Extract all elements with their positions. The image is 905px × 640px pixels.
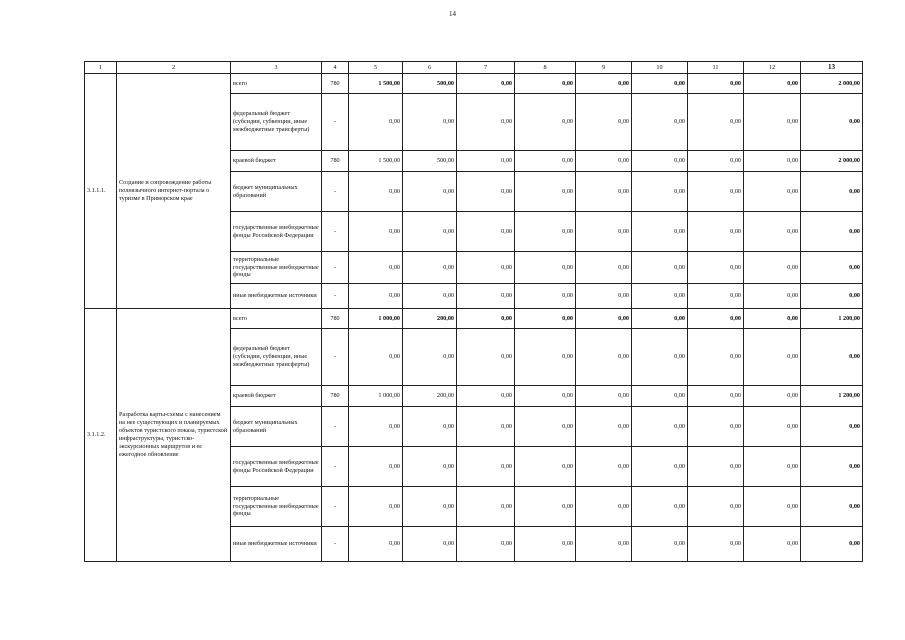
column-header-6: 6: [403, 62, 457, 74]
amount-cell: 0,00: [403, 212, 457, 252]
amount-cell: 0,00: [457, 487, 515, 527]
funding-source: всего: [231, 74, 322, 94]
budget-code-cell: 780: [322, 151, 349, 172]
amount-cell: 2 000,00: [801, 74, 863, 94]
budget-code-cell: -: [322, 284, 349, 309]
funding-source: краевой бюджет: [231, 151, 322, 172]
amount-cell: 0,00: [632, 447, 688, 487]
column-header-5: 5: [349, 62, 403, 74]
amount-cell: 0,00: [744, 151, 801, 172]
amount-cell: 0,00: [515, 284, 576, 309]
amount-cell: 0,00: [632, 172, 688, 212]
amount-cell: 0,00: [349, 252, 403, 284]
amount-cell: 0,00: [688, 212, 744, 252]
funding-source: государственные внебюджетные фонды Российской Федерации: [231, 212, 322, 252]
amount-cell: 0,00: [457, 172, 515, 212]
amount-cell: 200,00: [403, 386, 457, 407]
amount-cell: 0,00: [688, 252, 744, 284]
amount-cell: 0,00: [457, 407, 515, 447]
activity-code: 3.1.1.2.: [85, 309, 117, 562]
amount-cell: 0,00: [576, 527, 632, 562]
amount-cell: 0,00: [576, 151, 632, 172]
amount-cell: 0,00: [457, 386, 515, 407]
amount-cell: 0,00: [515, 329, 576, 386]
amount-cell: 0,00: [688, 527, 744, 562]
amount-cell: 0,00: [403, 407, 457, 447]
amount-cell: 200,00: [403, 309, 457, 329]
column-header-12: 12: [744, 62, 801, 74]
amount-cell: 0,00: [688, 172, 744, 212]
budget-table: [84, 61, 863, 562]
amount-cell: 0,00: [744, 447, 801, 487]
funding-source: территориальные государственные внебюджетные фонды: [231, 252, 322, 284]
amount-cell: 0,00: [403, 252, 457, 284]
budget-code-cell: -: [322, 252, 349, 284]
budget-code-cell: -: [322, 212, 349, 252]
activity-code: 3.1.1.1.: [85, 74, 117, 309]
amount-cell: 0,00: [457, 212, 515, 252]
amount-cell: 0,00: [576, 386, 632, 407]
column-header-11: 11: [688, 62, 744, 74]
amount-cell: 0,00: [744, 309, 801, 329]
funding-source: иные внебюджетные источники: [231, 527, 322, 562]
funding-source: федеральный бюджет (субсидии, субвенции, иные межбюджетные трансферты): [231, 94, 322, 151]
amount-cell: 0,00: [403, 487, 457, 527]
amount-cell: 1 200,00: [801, 386, 863, 407]
column-header-7: 7: [457, 62, 515, 74]
amount-cell: 0,00: [457, 151, 515, 172]
amount-cell: 0,00: [688, 94, 744, 151]
amount-cell: 0,00: [403, 284, 457, 309]
amount-cell: 0,00: [688, 284, 744, 309]
amount-cell: 0,00: [576, 487, 632, 527]
amount-cell: 0,00: [688, 329, 744, 386]
amount-cell: 0,00: [349, 487, 403, 527]
table-row: [85, 309, 863, 329]
amount-cell: 0,00: [349, 329, 403, 386]
amount-cell: 0,00: [801, 407, 863, 447]
amount-cell: 0,00: [688, 447, 744, 487]
amount-cell: 0,00: [515, 527, 576, 562]
funding-source: бюджет муниципальных образований: [231, 407, 322, 447]
amount-cell: 0,00: [744, 527, 801, 562]
amount-cell: 0,00: [515, 252, 576, 284]
amount-cell: 0,00: [576, 407, 632, 447]
column-header-2: 2: [117, 62, 231, 74]
amount-cell: 0,00: [349, 172, 403, 212]
funding-source: иные внебюджетные источники: [231, 284, 322, 309]
amount-cell: 0,00: [632, 252, 688, 284]
amount-cell: 0,00: [515, 487, 576, 527]
amount-cell: 0,00: [632, 94, 688, 151]
amount-cell: 0,00: [403, 172, 457, 212]
amount-cell: 0,00: [744, 487, 801, 527]
amount-cell: 0,00: [688, 386, 744, 407]
budget-code-cell: -: [322, 527, 349, 562]
amount-cell: 0,00: [403, 447, 457, 487]
amount-cell: 0,00: [576, 447, 632, 487]
amount-cell: 0,00: [403, 329, 457, 386]
amount-cell: 0,00: [744, 94, 801, 151]
amount-cell: 0,00: [457, 329, 515, 386]
amount-cell: 0,00: [632, 527, 688, 562]
budget-code-cell: -: [322, 329, 349, 386]
amount-cell: 0,00: [632, 309, 688, 329]
amount-cell: 1 000,00: [349, 309, 403, 329]
amount-cell: 500,00: [403, 74, 457, 94]
amount-cell: 0,00: [515, 94, 576, 151]
activity-name: Разработка карты-схемы с нанесением на нее существующих и планируемых объектов туристского показа, туристской инфраструктуры, туристско-экскурсионных маршрутов и ее ежегодное обновление: [117, 309, 231, 562]
column-header-4: 4: [322, 62, 349, 74]
amount-cell: 0,00: [457, 74, 515, 94]
funding-source: федеральный бюджет (субсидии, субвенции, иные межбюджетные трансферты): [231, 329, 322, 386]
amount-cell: 0,00: [576, 284, 632, 309]
amount-cell: 1 500,00: [349, 151, 403, 172]
amount-cell: 0,00: [688, 151, 744, 172]
amount-cell: 0,00: [349, 447, 403, 487]
amount-cell: 0,00: [801, 487, 863, 527]
funding-source: государственные внебюджетные фонды Российской Федерации: [231, 447, 322, 487]
amount-cell: 0,00: [632, 74, 688, 94]
amount-cell: 0,00: [403, 527, 457, 562]
amount-cell: 500,00: [403, 151, 457, 172]
amount-cell: 0,00: [576, 212, 632, 252]
amount-cell: 0,00: [744, 252, 801, 284]
amount-cell: 0,00: [632, 407, 688, 447]
amount-cell: 1 200,00: [801, 309, 863, 329]
amount-cell: 0,00: [349, 212, 403, 252]
amount-cell: 1 000,00: [349, 386, 403, 407]
column-header-8: 8: [515, 62, 576, 74]
amount-cell: 0,00: [349, 407, 403, 447]
amount-cell: 0,00: [457, 284, 515, 309]
budget-code-cell: 780: [322, 386, 349, 407]
amount-cell: 0,00: [688, 407, 744, 447]
amount-cell: 0,00: [403, 94, 457, 151]
amount-cell: 0,00: [632, 284, 688, 309]
amount-cell: 0,00: [349, 527, 403, 562]
amount-cell: 0,00: [744, 284, 801, 309]
amount-cell: 0,00: [515, 212, 576, 252]
activity-name: Создание и сопровождение работы полнязычного интернет-портала о туризме в Приморском крае: [117, 74, 231, 309]
amount-cell: 0,00: [801, 94, 863, 151]
column-header-1: 1: [85, 62, 117, 74]
page-number: 14: [449, 10, 456, 18]
amount-cell: 0,00: [744, 212, 801, 252]
amount-cell: 0,00: [576, 94, 632, 151]
amount-cell: 0,00: [515, 386, 576, 407]
table-row: [85, 74, 863, 94]
funding-source: краевой бюджет: [231, 386, 322, 407]
amount-cell: 0,00: [688, 74, 744, 94]
amount-cell: 0,00: [744, 407, 801, 447]
budget-code-cell: -: [322, 94, 349, 151]
amount-cell: 0,00: [801, 447, 863, 487]
amount-cell: 0,00: [632, 386, 688, 407]
amount-cell: 0,00: [801, 172, 863, 212]
amount-cell: 0,00: [349, 284, 403, 309]
amount-cell: 1 500,00: [349, 74, 403, 94]
amount-cell: 0,00: [801, 527, 863, 562]
amount-cell: 0,00: [515, 407, 576, 447]
amount-cell: 0,00: [349, 94, 403, 151]
funding-source: всего: [231, 309, 322, 329]
column-number-row: [85, 62, 863, 74]
budget-code-cell: 780: [322, 74, 349, 94]
column-header-13: 13: [801, 62, 863, 74]
amount-cell: 0,00: [632, 487, 688, 527]
amount-cell: 0,00: [515, 309, 576, 329]
amount-cell: 0,00: [515, 447, 576, 487]
amount-cell: 0,00: [515, 172, 576, 212]
amount-cell: 0,00: [688, 309, 744, 329]
amount-cell: 0,00: [576, 172, 632, 212]
column-header-10: 10: [632, 62, 688, 74]
amount-cell: 0,00: [801, 329, 863, 386]
amount-cell: 0,00: [515, 74, 576, 94]
amount-cell: 0,00: [632, 329, 688, 386]
amount-cell: 0,00: [632, 151, 688, 172]
amount-cell: 0,00: [801, 252, 863, 284]
budget-code-cell: -: [322, 407, 349, 447]
amount-cell: 0,00: [744, 74, 801, 94]
amount-cell: 2 000,00: [801, 151, 863, 172]
amount-cell: 0,00: [801, 284, 863, 309]
amount-cell: 0,00: [457, 252, 515, 284]
budget-code-cell: 780: [322, 309, 349, 329]
amount-cell: 0,00: [744, 386, 801, 407]
amount-cell: 0,00: [576, 74, 632, 94]
amount-cell: 0,00: [457, 527, 515, 562]
column-header-3: 3: [231, 62, 322, 74]
amount-cell: 0,00: [457, 447, 515, 487]
funding-source: территориальные государственные внебюджетные фонды: [231, 487, 322, 527]
amount-cell: 0,00: [801, 212, 863, 252]
column-header-9: 9: [576, 62, 632, 74]
amount-cell: 0,00: [515, 151, 576, 172]
amount-cell: 0,00: [576, 252, 632, 284]
amount-cell: 0,00: [744, 329, 801, 386]
amount-cell: 0,00: [576, 309, 632, 329]
funding-source: бюджет муниципальных образований: [231, 172, 322, 212]
amount-cell: 0,00: [632, 212, 688, 252]
budget-code-cell: -: [322, 487, 349, 527]
budget-code-cell: -: [322, 172, 349, 212]
amount-cell: 0,00: [744, 172, 801, 212]
amount-cell: 0,00: [457, 94, 515, 151]
amount-cell: 0,00: [688, 487, 744, 527]
amount-cell: 0,00: [576, 329, 632, 386]
amount-cell: 0,00: [457, 309, 515, 329]
budget-code-cell: -: [322, 447, 349, 487]
